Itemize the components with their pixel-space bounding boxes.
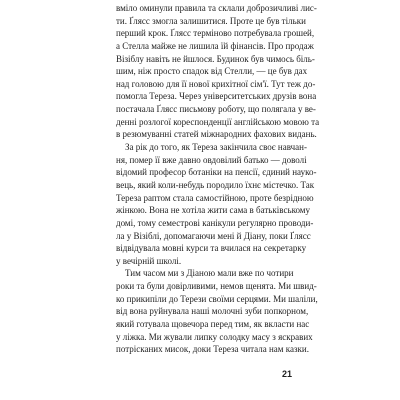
text-line: ти. Ґлясс змогла залишитися. Проте це був тільки	[116, 15, 306, 26]
text-line: ко прикипіли до Терези своїми серцями. Ми шаліли,	[116, 293, 318, 304]
text-line: над головою для її нової крихітної сім'ї. Тут теж до-	[116, 78, 316, 89]
text-line: який готувала щовечора перед тим, як вкласти нас	[116, 319, 310, 330]
text-line: домі, тому семестрові канікули регулярно проводи-	[116, 217, 314, 228]
text-line: роки та були довірливими, немов щенята. Ми швид-	[116, 281, 317, 292]
text-line: ла у Візіблі, допомагаючи мені й Діану, поки Ґлясс	[116, 230, 311, 241]
text-line: в резюмуванні статей міжнародних фахових видань.	[116, 129, 317, 140]
text-line: відвідувала мовні курси та вчилася на секретарку	[116, 243, 307, 254]
text-line: денні розлогої кореспонденції англійською мовою та	[116, 116, 320, 127]
text-line: жінкою. Вона не хотіла жити сама в батьківському	[116, 205, 311, 216]
text-line: відомий професор ботаніки на пенсії, єдиний науко-	[116, 167, 317, 178]
text-line: вець, який коли-небудь породило їхнє містечко. Так	[116, 179, 315, 190]
text-line: помогла Тереза. Через університетських друзів вона	[116, 91, 317, 102]
paragraph	[116, 267, 318, 355]
text-line: Тереза раптом стала самостійною, проте безрідною	[116, 192, 314, 203]
text-line: Тим часом ми з Діаною мали вже по чотири	[125, 268, 294, 279]
text-line: За рік до того, як Тереза закінчила своє навчан-	[125, 142, 307, 153]
text-line: у вечірній школі.	[116, 255, 182, 266]
text-line: від вона руйнувала наші молочні зуби попкорном,	[116, 306, 309, 317]
text-line: вміло оминули правила та склали доброзичливі лис-	[116, 3, 317, 13]
page-number: 21	[281, 369, 292, 379]
body-text	[116, 2, 320, 356]
text-line: потрісканих мисок, доки Тереза читала нам казки.	[116, 344, 309, 355]
text-line: шим, ніж просто спадок від Стелли, — це був дах	[116, 66, 308, 77]
text-line: у ліжка. Ми жували липку солодку масу з яскравих	[116, 331, 313, 342]
paragraph	[116, 141, 317, 267]
text-line: а Стелла майже не лишила їй фінансів. Про продаж	[116, 40, 314, 51]
paragraph	[116, 2, 320, 141]
text-line: ня, помер її вже давно овдовілий батько — доволі	[116, 154, 307, 165]
text-line: перший крок. Ґлясс терміново потребувала грошей,	[116, 28, 315, 39]
text-line: Візіблу навіть не йшлося. Будинок був чимось біль-	[116, 53, 315, 64]
text-line: постачала Ґлясс письмову роботу, що полягала у ве-	[116, 104, 316, 115]
